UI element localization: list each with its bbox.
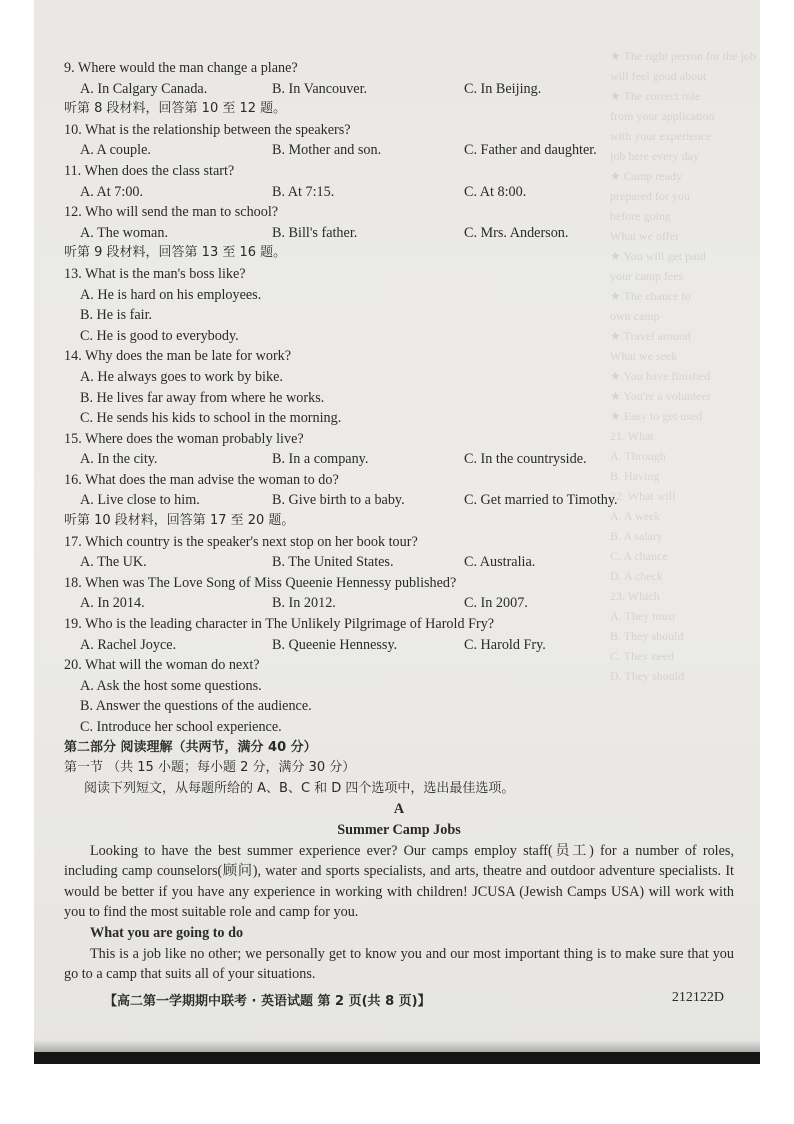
- question-20: [64, 655, 734, 737]
- section-10-instruction: 听第 10 段材料，回答第 17 至 20 题。: [64, 513, 295, 529]
- option-c: C. Harold Fry.: [464, 636, 546, 653]
- section-8-instruction: 听第 8 段材料，回答第 10 至 12 题。: [64, 101, 287, 117]
- option-a: A. In the city.: [80, 451, 158, 468]
- passage-title: Summer Camp Jobs: [337, 821, 461, 838]
- option-c: C. Father and daughter.: [464, 142, 597, 159]
- question-options: [64, 79, 734, 100]
- option-b: B. The United States.: [272, 554, 394, 571]
- question-stem: 17. Which country is the speaker's next stop on her book tour?: [64, 533, 418, 550]
- question-options: [64, 449, 734, 470]
- option-b: B. Give birth to a baby.: [272, 492, 405, 509]
- bleed-line: C. They need: [610, 649, 675, 663]
- footer-title: 【高二第一学期期中联考 · 英语试题 第 2 页(共 8 页)】: [104, 994, 431, 1009]
- question-options: [64, 490, 734, 511]
- option-a: A. In Calgary Canada.: [80, 80, 208, 97]
- option-c: C. In the countryside.: [464, 451, 587, 468]
- bleed-line: before going: [610, 209, 671, 223]
- option-b: B. Bill's father.: [272, 224, 358, 241]
- question-18: [64, 573, 734, 614]
- question-12: [64, 202, 734, 243]
- option-c: C. Mrs. Anderson.: [464, 224, 569, 241]
- question-stem: 20. What will the woman do next?: [64, 657, 260, 674]
- question-9: [64, 58, 734, 99]
- option-c: C. Introduce her school experience.: [80, 719, 282, 735]
- option-b: B. Mother and son.: [272, 142, 382, 159]
- bleed-line: ★ Travel around: [610, 329, 691, 343]
- passage-letter: A: [393, 801, 405, 818]
- option-a: A. He always goes to work by bike.: [80, 368, 283, 385]
- option-c: C. At 8:00.: [464, 183, 527, 200]
- bleed-line: will feel good about: [610, 69, 707, 83]
- bleed-line: What we seek: [610, 349, 678, 363]
- bleed-line: own camp: [610, 309, 660, 323]
- bleed-line: ★ Camp ready: [610, 169, 683, 183]
- bleed-line: D. They should: [610, 669, 685, 683]
- option-a: A. In 2014.: [80, 595, 145, 612]
- bleed-line: prepared for you: [610, 189, 690, 203]
- option-b: B. In a company.: [272, 451, 369, 468]
- question-10: [64, 120, 734, 161]
- question-15: [64, 429, 734, 470]
- bleed-line: C. A chance: [610, 549, 668, 563]
- option-b: B. Answer the questions of the audience.: [80, 698, 312, 715]
- scan-edge-bar: [34, 1052, 760, 1064]
- footer-code: 212122D: [671, 990, 724, 1005]
- bleed-line: ★ The correct role: [610, 89, 701, 103]
- option-c: C. Australia.: [464, 554, 536, 571]
- option-a: A. Ask the host some questions.: [80, 677, 262, 694]
- question-11: [64, 161, 734, 202]
- option-a: A. The UK.: [80, 554, 147, 571]
- bleed-line: ★ You have finished: [610, 369, 711, 383]
- bleed-line: ★ The right person for the job: [610, 49, 756, 63]
- question-19: [64, 614, 734, 655]
- bleed-line: 21. What: [610, 429, 654, 443]
- section-1-title: 第一节 （共 15 小题；每小题 2 分，满分 30 分）: [64, 760, 356, 776]
- option-a: A. He is hard on his employees.: [80, 286, 262, 303]
- part-2-title: 第二部分 阅读理解（共两节，满分 40 分）: [64, 739, 317, 755]
- page-footer: [104, 990, 724, 1009]
- bleed-line: your camp fees: [610, 269, 684, 283]
- passage-paragraph-1: Looking to have the best summer experience ever? Our camps employ staff(员工) for a number of roles, including camp counselors(顾问), water and sports specialists, and arts, theatre and outdoor adventure specialists. It would be better if you have any experience in working with children! JCUSA (Jewish Camps USA) will work with you to find the most suitable role and camp for you.: [64, 842, 734, 921]
- option-a: A. At 7:00.: [80, 183, 144, 200]
- question-stem: 16. What does the man advise the woman to do?: [64, 471, 339, 488]
- bleed-line: ★ The chance to: [610, 289, 691, 303]
- question-options: [64, 593, 734, 614]
- exam-content: [64, 58, 734, 985]
- question-options: [64, 140, 734, 161]
- question-17: [64, 532, 734, 573]
- question-stem: 18. When was The Love Song of Miss Queenie Hennessy published?: [64, 574, 457, 591]
- question-options: [64, 223, 734, 244]
- option-c: C. In 2007.: [464, 595, 528, 612]
- question-13: [64, 264, 734, 346]
- option-c: C. Get married to Timothy.: [464, 492, 618, 509]
- bleed-line: from your application: [610, 109, 715, 123]
- bleed-line: ★ You will get paid: [610, 249, 706, 263]
- option-b: B. In 2012.: [272, 595, 336, 612]
- passage-subheading: What you are going to do: [90, 924, 244, 941]
- bleed-line: D. A check: [610, 569, 663, 583]
- question-stem: 9. Where would the man change a plane?: [64, 60, 298, 76]
- section-9-instruction: 听第 9 段材料，回答第 13 至 16 题。: [64, 245, 287, 261]
- question-stem: 11. When does the class start?: [64, 162, 235, 179]
- bleed-line: A. Through: [610, 449, 666, 463]
- passage-paragraph-2: This is a job like no other; we personally get to know you and our most important thing is to make sure that you go to a camp that suits all of your situations.: [64, 945, 734, 983]
- option-c: C. He is good to everybody.: [80, 327, 239, 344]
- question-14: [64, 346, 734, 428]
- question-options: [64, 635, 734, 656]
- option-b: B. He lives far away from where he works.: [80, 389, 325, 406]
- exam-page: [34, 0, 760, 1058]
- bleed-line: B. They should: [610, 629, 684, 643]
- option-c: C. In Beijing.: [464, 80, 542, 97]
- option-a: A. The woman.: [80, 224, 168, 241]
- bleed-line: 23. Which: [610, 589, 660, 603]
- option-a: A. Rachel Joyce.: [80, 636, 177, 653]
- bleed-line: B. Having: [610, 469, 660, 483]
- question-stem: 13. What is the man's boss like?: [64, 265, 246, 282]
- question-stem: 15. Where does the woman probably live?: [64, 430, 304, 447]
- bleed-line: B. A salary: [610, 529, 663, 543]
- bleed-line: ★ You're a volunteer: [610, 389, 711, 403]
- question-stem: 19. Who is the leading character in The Unlikely Pilgrimage of Harold Fry?: [64, 616, 495, 633]
- bleed-line: job here every day: [610, 149, 699, 163]
- bleed-line: 22. What will: [610, 489, 676, 503]
- option-b: B. At 7:15.: [272, 183, 335, 200]
- option-b: B. In Vancouver.: [272, 80, 368, 97]
- question-stem: 14. Why does the man be late for work?: [64, 348, 292, 365]
- question-options: [64, 182, 734, 203]
- question-16: [64, 470, 734, 511]
- bleed-line: A. A week: [610, 509, 661, 523]
- bleed-line: What we offer: [610, 229, 680, 243]
- bleed-line: A. They must: [610, 609, 676, 623]
- bleed-line: with your experience: [610, 129, 712, 143]
- page-edge-shadow: [34, 1040, 760, 1052]
- option-b: B. He is fair.: [80, 307, 153, 324]
- option-a: A. A couple.: [80, 142, 151, 159]
- reading-instruction: 阅读下列短文，从每题所给的 A、B、C 和 D 四个选项中，选出最佳选项。: [84, 780, 515, 796]
- question-options: [64, 552, 734, 573]
- option-a: A. Live close to him.: [80, 492, 200, 509]
- question-stem: 12. Who will send the man to school?: [64, 204, 279, 221]
- option-b: B. Queenie Hennessy.: [272, 636, 398, 653]
- bleed-line: ★ Easy to get used: [610, 409, 703, 423]
- option-c: C. He sends his kids to school in the morning.: [80, 410, 342, 427]
- question-stem: 10. What is the relationship between the speakers?: [64, 121, 351, 138]
